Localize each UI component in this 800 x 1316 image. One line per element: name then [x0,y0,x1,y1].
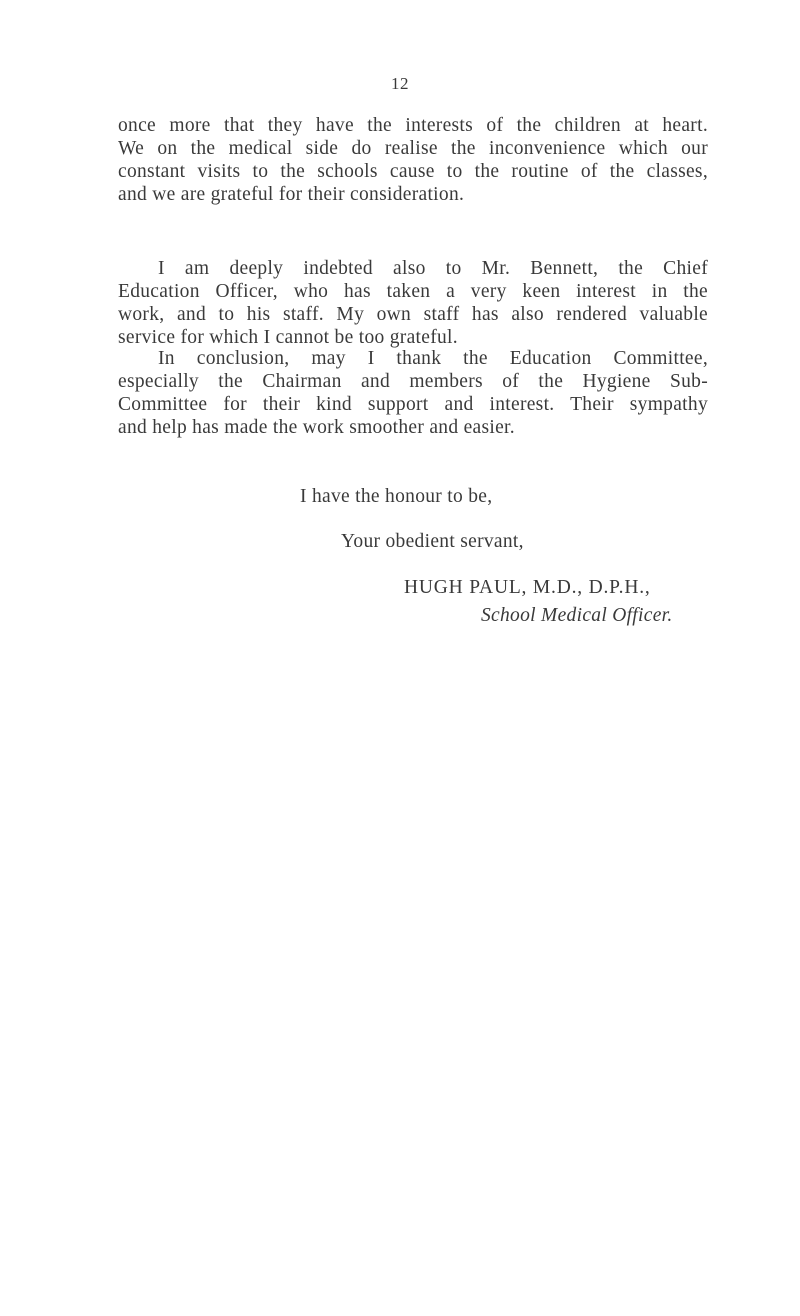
page-number: 12 [391,74,409,93]
paragraph-line: service for which I cannot be too grateful. [118,327,458,348]
closing-honour: I have the honour to be, [300,486,493,507]
closing-servant: Your obedient servant, [341,531,524,552]
paragraph-acknowledgement-schools [118,114,708,206]
signature-title: School Medical Officer. [481,605,673,626]
paragraph-line: and help has made the work smoother and easier. [118,417,515,438]
paragraph-line: especially the Chairman and members of the Hygiene Sub- [118,371,708,392]
paragraph-acknowledgement-officer [118,257,708,349]
paragraph-conclusion [118,347,708,439]
paragraph-line: once more that they have the interests of the children at heart. [118,115,708,136]
signature-name: HUGH PAUL, M.D., D.P.H., [404,577,651,598]
paragraph-line: Committee for their kind support and interest. Their sympathy [118,394,708,415]
paragraph-line: constant visits to the schools cause to the routine of the classes, [118,161,708,182]
paragraph-line: I am deeply indebted also to Mr. Bennett, the Chief [158,258,708,279]
paragraph-line: We on the medical side do realise the inconvenience which our [118,138,708,159]
paragraph-line: Education Officer, who has taken a very keen interest in the [118,281,708,302]
paragraph-line: and we are grateful for their consideration. [118,184,465,205]
paragraph-line: In conclusion, may I thank the Education Committee, [158,348,708,369]
paragraph-line: work, and to his staff. My own staff has also rendered valuable [118,304,708,325]
